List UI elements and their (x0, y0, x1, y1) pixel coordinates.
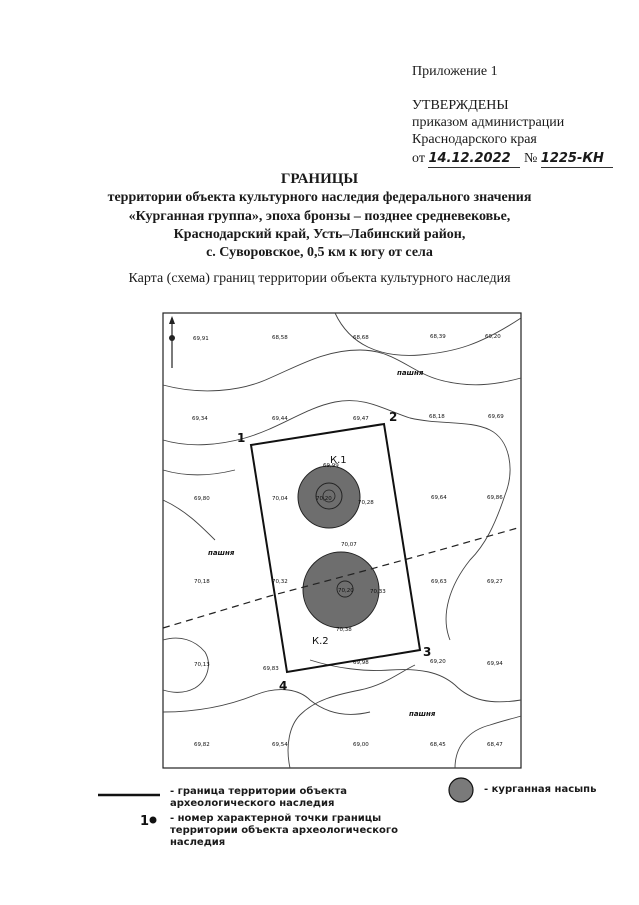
number-sign: № (523, 151, 538, 166)
elevation-mark: 68,47 (487, 742, 503, 748)
field-label: пашня (409, 710, 436, 718)
subtitle-line-3: Краснодарский край, Усть–Лабинский район, (173, 227, 466, 242)
elevation-mark: 69,94 (487, 661, 503, 667)
legend-point-dot-icon (150, 817, 157, 824)
approved-label: УТВЕРЖДЕНЫ (412, 98, 509, 113)
legend-point-symbol: 1 (140, 814, 150, 829)
contour-line (288, 665, 415, 768)
contour-line (163, 470, 235, 475)
appendix-label: Приложение 1 (412, 64, 498, 79)
order-line-2: Краснодарского края (412, 132, 537, 147)
field-label: пашня (208, 549, 235, 557)
elevation-mark: 70,28 (358, 500, 374, 506)
elevation-mark: 68,39 (430, 334, 446, 340)
contour-line (163, 690, 370, 715)
order-number: 1225-КН (541, 150, 613, 168)
boundary-point-2: 2 (389, 410, 398, 424)
elevation-mark: 68,18 (429, 414, 445, 420)
contour-lines (163, 313, 521, 768)
elevation-mark: 69,54 (272, 742, 288, 748)
map-caption: Карта (схема) границ территории объекта культурного наследия (128, 271, 511, 286)
order-line-1: приказом администрации (412, 115, 565, 130)
elevation-mark: 69,91 (193, 336, 209, 342)
elevation-mark: 69,82 (194, 742, 210, 748)
elevation-mark: 69,69 (488, 414, 504, 420)
document-title: ГРАНИЦЫ (280, 171, 359, 187)
elevation-mark: 69,00 (353, 742, 369, 748)
elevation-mark: 70,04 (272, 496, 288, 502)
boundary-point-4: 4 (279, 679, 288, 693)
elevation-mark: 68,68 (353, 335, 369, 341)
elevation-mark: 70,38 (336, 627, 352, 633)
elevation-mark: 69,20 (430, 659, 446, 665)
elevation-mark: 70,20 (316, 496, 332, 502)
elevation-mark: 68,58 (272, 335, 288, 341)
subtitle-line-1: территории объекта культурного наследия федерального значения (107, 190, 532, 205)
legend-mound-text: - курганная насыпь (484, 784, 597, 795)
legend-boundary-text: - граница территории объекта археологического наследия (170, 786, 348, 809)
elevation-mark: 69,83 (263, 666, 279, 672)
elevation-mark: 69,47 (353, 416, 369, 422)
elevation-mark: 68,45 (430, 742, 446, 748)
north-arrow-icon (169, 316, 175, 368)
elevation-mark: 70,07 (341, 542, 357, 548)
mound-k2-label: К.2 (312, 636, 329, 647)
mound-k1-label: К.1 (330, 455, 347, 466)
elevation-mark: 70,13 (194, 662, 210, 668)
elevation-mark: 69,80 (194, 496, 210, 502)
elevation-mark: 69,86 (487, 495, 503, 501)
from-label: от (412, 151, 425, 166)
elevation-mark: 69,64 (431, 495, 447, 501)
elevation-marks (192, 334, 504, 748)
elevation-mark: 69,63 (431, 579, 447, 585)
contour-line (163, 350, 521, 391)
elevation-mark: 69,98 (353, 660, 369, 666)
contour-line (163, 500, 215, 540)
legend-point-text: - номер характерной точки границы территории объекта археологического наследия (170, 813, 398, 848)
elevation-mark: 70,20 (338, 588, 354, 594)
elevation-mark: 69,34 (192, 416, 208, 422)
elevation-mark: 70,32 (272, 579, 288, 585)
elevation-mark: 69,20 (485, 334, 501, 340)
order-date: 14.12.2022 (428, 150, 520, 168)
elevation-mark: 69,44 (272, 416, 288, 422)
elevation-mark: 70,33 (370, 589, 386, 595)
boundary-point-3: 3 (423, 645, 432, 659)
subtitle-line-2: «Курганная группа», эпоха бронзы – позднее средневековье, (128, 209, 511, 224)
field-label: пашня (397, 369, 424, 377)
boundary-point-1: 1 (237, 431, 246, 445)
subtitle-line-4: с. Суворовское, 0,5 км к югу от села (206, 245, 433, 260)
elevation-mark: 69,27 (487, 579, 503, 585)
elevation-mark: 70,18 (194, 579, 210, 585)
map-frame (163, 313, 521, 768)
elevation-mark: 69,99 (323, 463, 339, 469)
